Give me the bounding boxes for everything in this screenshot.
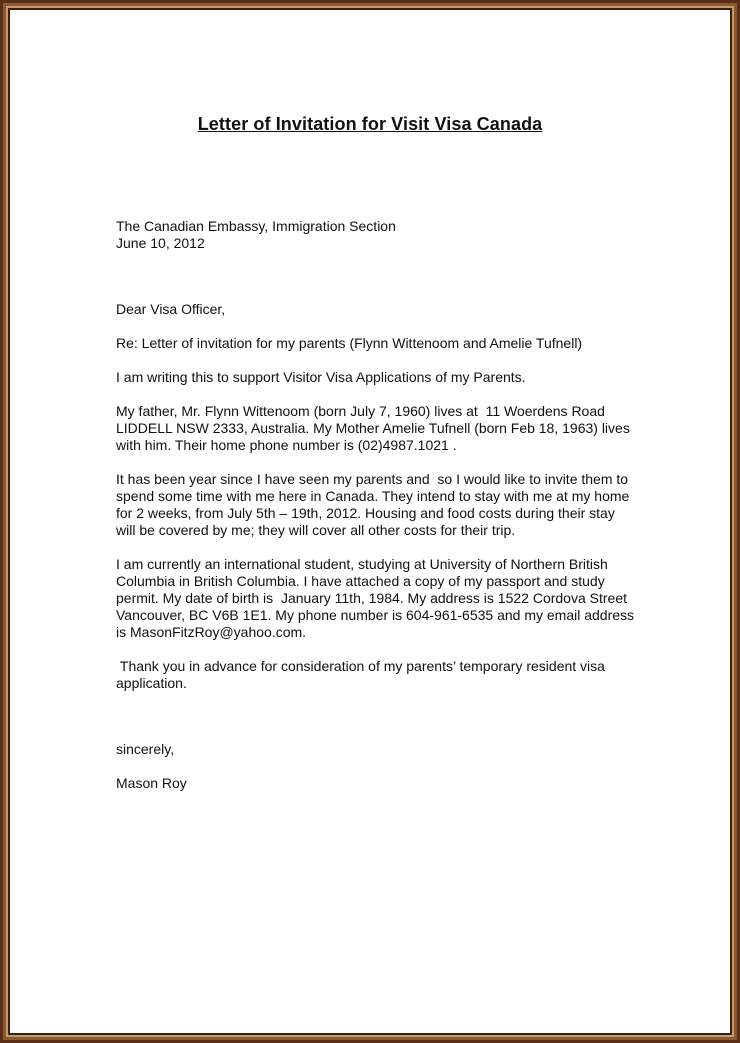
letter-body (116, 218, 636, 792)
closing: sincerely, (116, 741, 175, 757)
spacer (116, 692, 636, 741)
paragraph-purpose: I am writing this to support Visitor Visa Applications of my Parents. (116, 369, 526, 385)
spacer (116, 318, 636, 335)
paragraph-visit: It has been year since I have seen my parents and so I would like to invite them to spend some time with me here in Canada. They intend to stay with me at my home for 2 weeks, from July 5th – 19th, 2012. Housing and food costs during their stay will be covered by me; they will cover all other costs for their trip. (116, 471, 634, 538)
spacer (116, 454, 636, 471)
salutation: Dear Visa Officer, (116, 301, 226, 317)
spacer (116, 386, 636, 403)
subject-line: Re: Letter of invitation for my parents (Flynn Wittenoom and Amelie Tufnell) (116, 335, 583, 351)
spacer (116, 641, 636, 658)
spacer (116, 352, 636, 369)
signature-name: Mason Roy (116, 775, 187, 791)
paragraph-self: I am currently an international student, studying at University of Northern British Columbia in British Columbia. I have attached a copy of my passport and study permit. My date of birth is January 11th, 1984. My address is 1522 Cordova Street Vancouver, BC V6B 1E1. My phone number is 604-961-6535 and my email address is MasonFitzRoy@yahoo.com. (116, 556, 638, 640)
letter-title: Letter of Invitation for Visit Visa Canada (197, 114, 543, 134)
paragraph-thanks: Thank you in advance for consideration of my parents’ temporary resident visa application. (116, 658, 613, 691)
spacer (116, 758, 636, 775)
frame-inner-border (6, 6, 734, 1037)
spacer (116, 252, 636, 301)
spacer (116, 539, 636, 556)
date-line: June 10, 2012 (116, 235, 205, 251)
recipient-line: The Canadian Embassy, Immigration Section (116, 218, 396, 234)
letter-page (10, 10, 730, 1033)
paragraph-parents: My father, Mr. Flynn Wittenoom (born July 7, 1960) lives at 11 Woerdens Road LIDDELL NSW 2333, Australia. My Mother Amelie Tufnell (born Feb 18, 1963) lives with him. Their home phone number is (02)4987.1021 . (116, 403, 634, 453)
